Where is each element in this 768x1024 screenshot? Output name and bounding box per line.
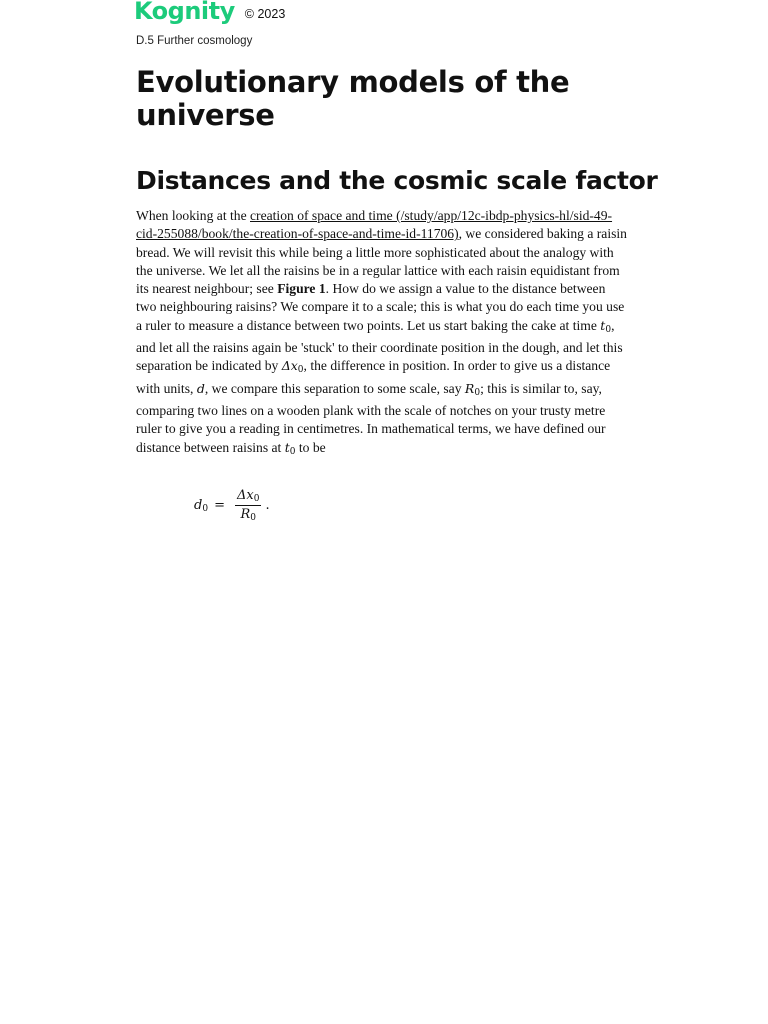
text-segment: , we compare this separation to some scale, say [204, 380, 465, 396]
equals-sign: = [214, 498, 225, 513]
text-segment: to be [295, 439, 326, 455]
creation-of-space-link[interactable]: creation of space and time (/study/app/12c-ibdp-physics-hl/sid-49-cid-255088/book/the-creation-of-space-and-time-id-11706) [136, 208, 613, 242]
math-delta-x0: $\Delta x_0$ [281, 358, 304, 376]
body-paragraph [136, 207, 628, 461]
header [134, 0, 285, 28]
figure-reference: Figure 1 [277, 281, 326, 297]
math-d: d [196, 380, 205, 396]
equation-period: . [265, 498, 270, 513]
fraction [235, 488, 261, 523]
text-segment: . How do we assign a value to the distance between two neighbouring raisins? We compare it to a scale; this is what you do each time you use a ruler to measure a distance between two points. Let us start baking the cake at time [136, 281, 625, 333]
text-segment: When looking at the [136, 208, 251, 223]
kognity-logo: Kognity [134, 0, 235, 25]
math-t0: $t_0$ [284, 439, 296, 457]
text-segment: , the difference in position. In order to give us a distance with units, [136, 358, 611, 396]
fraction-numerator: $\Delta x_0$ [236, 488, 260, 504]
copyright-text: © 2023 [244, 7, 286, 21]
math-t0: $t_0$ [600, 317, 612, 335]
math-R0: $R_0$ [464, 380, 481, 398]
text-segment: , and let all the raisins again be 'stuck' to their coordinate position in the dough, and let this separation be indicated by [136, 317, 623, 374]
breadcrumb: D.5 Further cosmology [136, 35, 253, 47]
equation-lhs: $d_0$ [194, 497, 209, 514]
page-title: Evolutionary models of the universe [136, 65, 570, 132]
text-segment: ; this is similar to, say, comparing two lines on a wooden plank with the scale of notches on your trusty metre ruler to give you a reading in centimetres. In mathematical terms, we have defined our distance between raisins at [136, 380, 606, 455]
section-title: Distances and the cosmic scale factor [136, 166, 658, 195]
distance-equation [194, 488, 270, 523]
text-segment: , we considered baking a raisin bread. We will revisit this while being a little more sophisticated about the analogy with the universe. We let all the raisins be in a regular lattice with each raisin equidistant from its nearest neighbour; see [136, 226, 627, 297]
fraction-denominator: $R_0$ [240, 507, 256, 523]
